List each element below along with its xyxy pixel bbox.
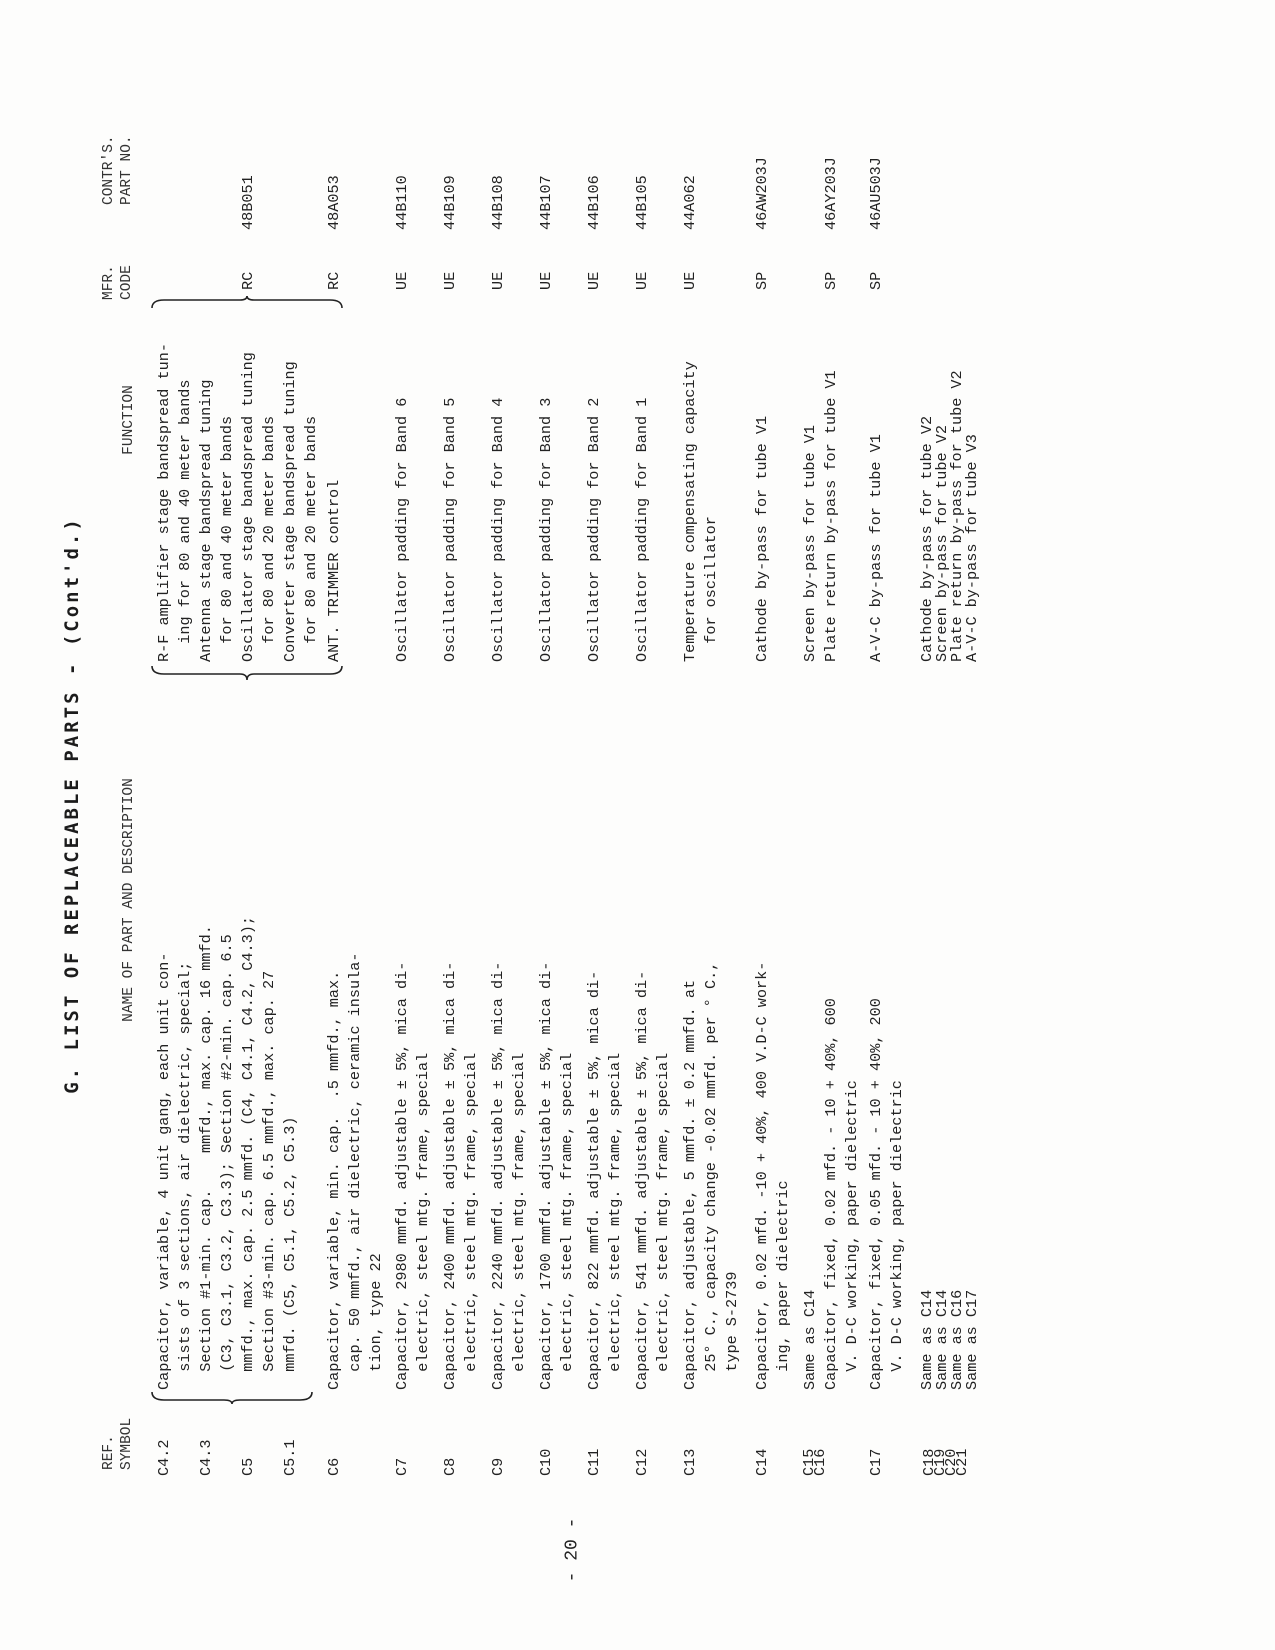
contractor-part-no: 44B110 bbox=[393, 175, 411, 230]
header-description: NAME OF PART AND DESCRIPTION bbox=[121, 778, 137, 1022]
page-title: G. LIST OF REPLACEABLE PARTS - (Cont'd.) bbox=[61, 516, 83, 1094]
part-description: Capacitor, 1700 mmfd. adjustable ± 5%, mica di- electric, steel mtg. frame, special bbox=[537, 961, 576, 1390]
ref-symbol: C14 bbox=[753, 1448, 771, 1476]
ref-symbol: C13 bbox=[681, 1448, 699, 1476]
ref-symbol: C15 C16 bbox=[800, 1448, 829, 1476]
page-number-text: - 20 - bbox=[562, 1517, 583, 1583]
header-part-no bbox=[100, 135, 136, 205]
mfr-code: RC bbox=[325, 271, 343, 290]
mfr-code: UE bbox=[537, 271, 555, 290]
part-function: Temperature compensating capacity for oscillator bbox=[681, 361, 720, 662]
header-ref-line2: SYMBOL bbox=[119, 1417, 135, 1470]
part-function: Cathode by-pass for tube V1 bbox=[753, 415, 771, 662]
part-function: Oscillator padding for Band 5 bbox=[441, 397, 459, 662]
ref-symbol: C10 bbox=[537, 1448, 555, 1476]
ref-symbol: C11 bbox=[585, 1448, 603, 1476]
header-mfr-code bbox=[100, 265, 136, 300]
contractor-part-no: 44A062 bbox=[681, 175, 699, 230]
mfr-code: UE bbox=[633, 271, 651, 290]
part-function: Cathode by-pass for tube V2 Screen by-pass for tube V2 Plate return by-pass for tube V2 A-V-C by-pass for tube V3 bbox=[918, 370, 981, 662]
contractor-part-no: 48A053 bbox=[325, 175, 343, 230]
part-function: Oscillator padding for Band 4 bbox=[489, 397, 507, 662]
header-ref-symbol bbox=[100, 1418, 136, 1470]
mfr-code: UE bbox=[585, 271, 603, 290]
contractor-part-no: 46AW203J bbox=[753, 157, 771, 230]
part-function: Oscillator padding for Band 1 bbox=[633, 397, 651, 662]
ref-symbol: C8 bbox=[441, 1457, 459, 1476]
part-function: Oscillator padding for Band 6 bbox=[393, 397, 411, 662]
part-function: Screen by-pass for tube V1 Plate return by-pass for tube V1 bbox=[801, 370, 840, 662]
header-mfr-line1: MFR. bbox=[101, 265, 117, 300]
ref-symbol: C5 bbox=[239, 1457, 257, 1476]
part-description: Capacitor, variable, 4 unit gang, each unit con- sists of 3 sections, air dielectric, special; Section #1-min. cap. mmfd., max. cap. 16 mmfd. (C3, C3.1, C3.2, C3.3); Section #2-min. cap. 6.5 mmfd., max. cap. 2.5 mmfd. (C4, C4.1, C4.2, C4.3); Section #3-min. cap. 6.5 mmfd., max. cap. 27 mmfd. (C5, C5.1, C5.2, C5.3) bbox=[155, 916, 299, 1390]
header-ref-line1: REF. bbox=[101, 1435, 117, 1470]
header-part-line1: CONTR'S. bbox=[101, 135, 117, 205]
mfr-code: UE bbox=[441, 271, 459, 290]
mfr-code: SP bbox=[867, 271, 885, 290]
part-description: Same as C14 Same as C14 Same as C16 Same as C17 bbox=[918, 1289, 981, 1390]
header-part-line2: PART NO. bbox=[119, 135, 135, 205]
part-description: Capacitor, adjustable, 5 mmfd. ± 0.2 mmfd. at 25° C., capacity change -0.02 mmfd. per ° C., type S-2739 bbox=[681, 961, 741, 1390]
ref-symbol: C5.1 bbox=[281, 1439, 299, 1476]
header-function: FUNCTION bbox=[121, 385, 137, 455]
part-description: Capacitor, 2400 mmfd. adjustable ± 5%, mica di- electric, steel mtg. frame, special bbox=[441, 961, 480, 1390]
contractor-part-no: 44B107 bbox=[537, 175, 555, 230]
part-description: Capacitor, 0.02 mfd. -10 + 40%, 400 V.D-C work- ing, paper dielectric bbox=[753, 961, 792, 1390]
part-description: Capacitor, 541 mmfd. adjustable ± 5%, mica di- electric, steel mtg. frame, special bbox=[633, 970, 672, 1390]
function-brace bbox=[150, 664, 344, 680]
ref-symbol: C12 bbox=[633, 1448, 651, 1476]
part-function: A-V-C by-pass for tube V1 bbox=[867, 434, 885, 662]
contractor-part-no: 46AY203J bbox=[822, 157, 840, 230]
contractor-part-no: 44B108 bbox=[489, 175, 507, 230]
ref-symbol: C9 bbox=[489, 1457, 507, 1476]
header-mfr-line2: CODE bbox=[119, 265, 135, 300]
contractor-part-no: 46AU503J bbox=[867, 157, 885, 230]
mfr-code: UE bbox=[489, 271, 507, 290]
part-function: ANT. TRIMMER control bbox=[325, 479, 343, 662]
part-description: Capacitor, 2980 mmfd. adjustable ± 5%, mica di- electric, steel mtg. frame, special bbox=[393, 961, 432, 1390]
part-description: Capacitor, 2240 mmfd. adjustable ± 5%, mica di- electric, steel mtg. frame, special bbox=[489, 961, 528, 1390]
ref-symbol: C18 C19 C20 C21 bbox=[920, 1448, 971, 1476]
ref-symbol-group bbox=[154, 1416, 322, 1476]
ref-symbol: C4.2 bbox=[155, 1439, 173, 1476]
mfr-code: RC bbox=[239, 271, 257, 290]
ref-symbol: C4.3 bbox=[197, 1439, 215, 1476]
ref-symbol: C17 bbox=[867, 1448, 885, 1476]
ref-symbol: C7 bbox=[393, 1457, 411, 1476]
contractor-part-no: 48B051 bbox=[239, 175, 257, 230]
part-description: Same as C14 Capacitor, fixed, 0.02 mfd. - 10 + 40%, 600 V. D-C working, paper dielectric bbox=[801, 998, 861, 1390]
mfr-code: SP bbox=[753, 271, 771, 290]
part-description: Capacitor, 822 mmfd. adjustable ± 5%, mica di- electric, steel mtg. frame, special bbox=[585, 970, 624, 1390]
contractor-part-no: 44B109 bbox=[441, 175, 459, 230]
mfr-code: UE bbox=[681, 271, 699, 290]
mfr-code: SP bbox=[822, 271, 840, 290]
left-brace bbox=[150, 1390, 314, 1404]
ref-symbol: C6 bbox=[325, 1457, 343, 1476]
part-function: Oscillator padding for Band 2 bbox=[585, 397, 603, 662]
mfr-code: UE bbox=[393, 271, 411, 290]
part-description: Capacitor, fixed, 0.05 mfd. - 10 + 40%, 200 V. D-C working, paper dielectric bbox=[867, 998, 906, 1390]
right-brace bbox=[150, 296, 344, 310]
page-number bbox=[540, 1500, 600, 1600]
contractor-part-no: 44B105 bbox=[633, 175, 651, 230]
contractor-part-no: 44B106 bbox=[585, 175, 603, 230]
part-description: Capacitor, variable, min. cap. .5 mmfd., max. cap. 50 mmfd., air dielectric, ceramic insula- tion, type 22 bbox=[325, 952, 385, 1390]
parts-list-table bbox=[61, 135, 981, 1476]
part-function: R-F amplifier stage bandspread tun- ing for 80 and 40 meter bands Antenna stage bandspread tuning for 80 and 40 meter bands Oscillator stage bandspread tuning for 80 and 20 meter bands Converter stage bandspread tuning for 80 and 20 meter bands bbox=[155, 343, 320, 662]
part-function: Oscillator padding for Band 3 bbox=[537, 397, 555, 662]
